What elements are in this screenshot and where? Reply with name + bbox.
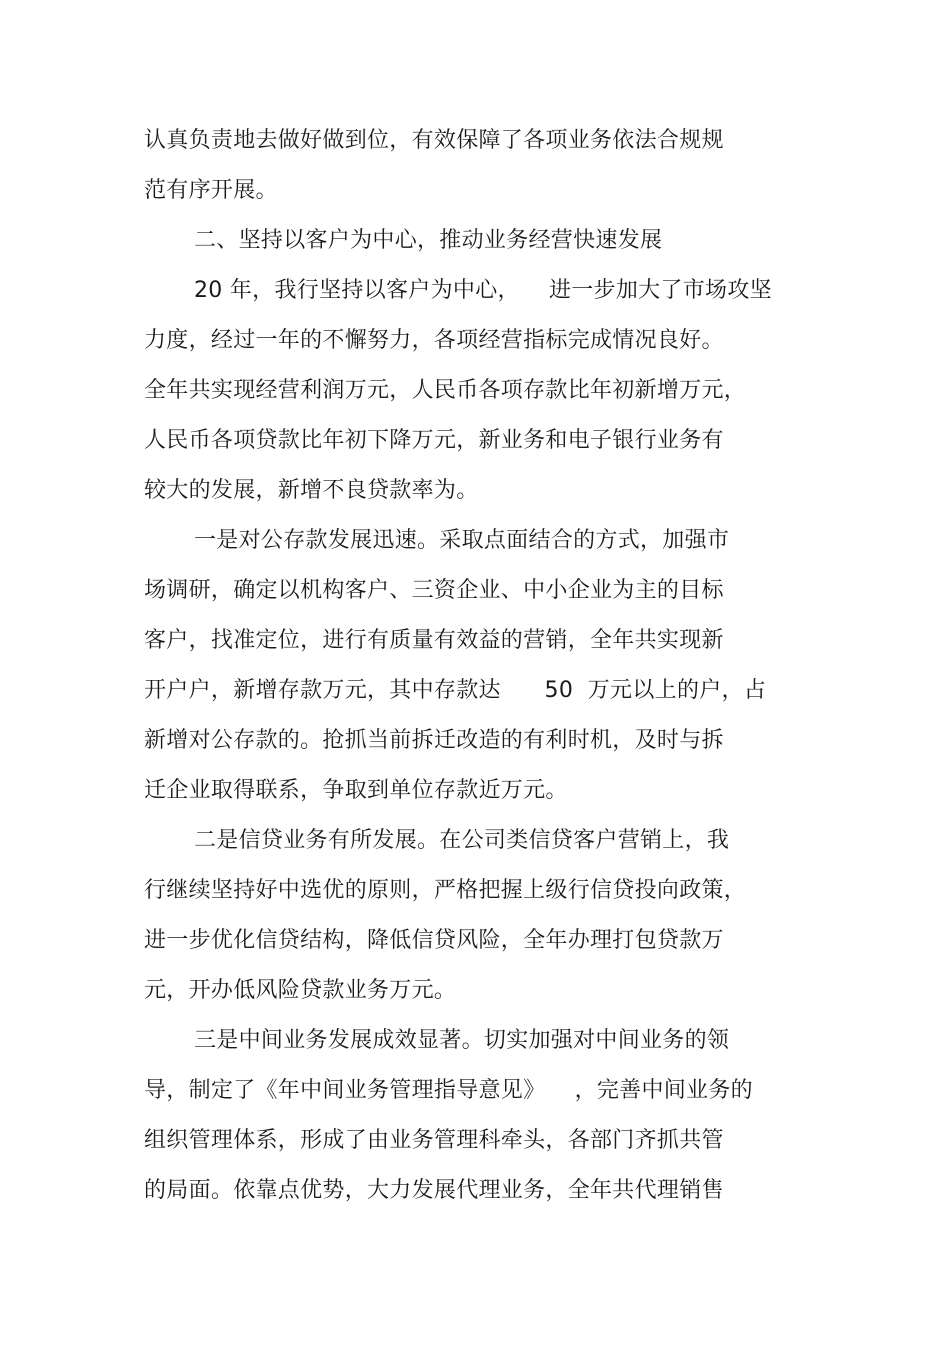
text-line: 一是对公存款发展迅速。采取点面结合的方式，加强市 — [194, 528, 730, 553]
text-line: 元，开办低风险贷款业务万元。 — [144, 978, 457, 1003]
text-line: 较大的发展，新增不良贷款率为。 — [144, 478, 479, 503]
text-line: 力度，经过一年的不懈努力，各项经营指标完成情况良好。 — [144, 328, 724, 353]
text-line: 开户户，新增存款万元，其中存款达 50 万元以上的户，占 — [144, 678, 767, 703]
text-line: 迁企业取得联系，争取到单位存款近万元。 — [144, 778, 568, 803]
text-line: 三是中间业务发展成效显著。切实加强对中间业务的领 — [194, 1028, 730, 1053]
text-line: 二是信贷业务有所发展。在公司类信贷客户营销上，我 — [194, 828, 730, 853]
section-heading: 二、坚持以客户为中心，推动业务经营快速发展 — [194, 228, 663, 253]
text-line: 导，制定了《年中间业务管理指导意见》 ，完善中间业务的 — [144, 1078, 753, 1103]
text-line: 组织管理体系，形成了由业务管理科牵头，各部门齐抓共管 — [144, 1128, 724, 1153]
text-line: 范有序开展。 — [144, 178, 278, 203]
text-line: 的局面。依靠点优势，大力发展代理业务，全年共代理销售 — [144, 1178, 724, 1203]
text-line: 场调研，确定以机构客户、三资企业、中小企业为主的目标 — [144, 578, 724, 603]
text-line: 新增对公存款的。抢抓当前拆迁改造的有利时机，及时与拆 — [144, 728, 724, 753]
text-line: 全年共实现经营利润万元，人民币各项存款比年初新增万元， — [144, 378, 747, 403]
text-line: 人民币各项贷款比年初下降万元，新业务和电子银行业务有 — [144, 428, 724, 453]
text-line: 行继续坚持好中选优的原则，严格把握上级行信贷投向政策， — [144, 878, 747, 903]
text-line: 20 年，我行坚持以客户为中心， 进一步加大了市场攻坚 — [194, 278, 772, 303]
text-line: 认真负责地去做好做到位，有效保障了各项业务依法合规规 — [144, 128, 724, 153]
text-line: 客户，找准定位，进行有质量有效益的营销，全年共实现新 — [144, 628, 724, 653]
text-line: 进一步优化信贷结构，降低信贷风险，全年办理打包贷款万 — [144, 928, 724, 953]
